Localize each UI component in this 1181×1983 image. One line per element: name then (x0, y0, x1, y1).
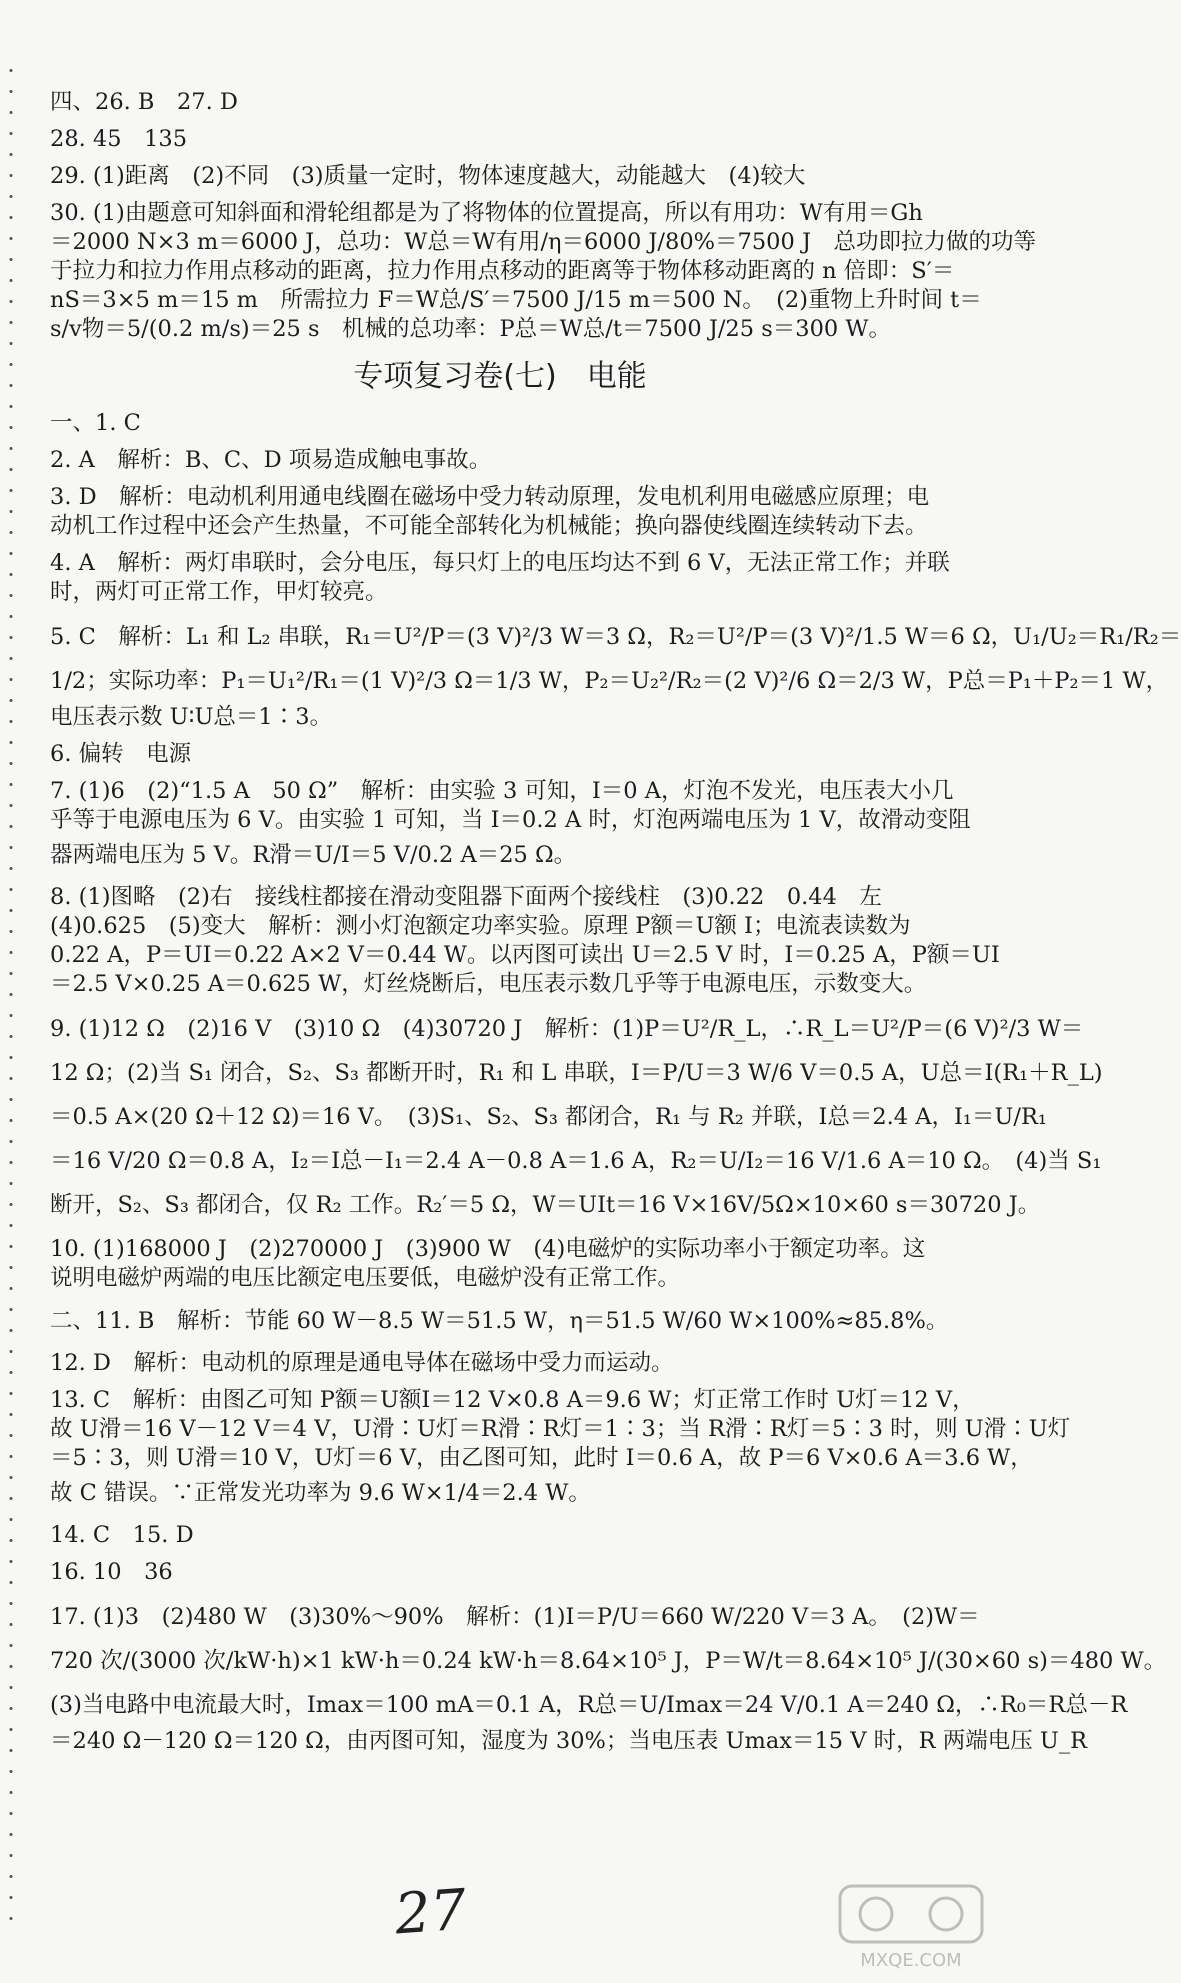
answer-7 (50, 777, 971, 875)
answer-13 (50, 1386, 1071, 1513)
text-line: 12. D 解析：电动机的原理是通电导体在磁场中受力而运动。 (50, 1350, 674, 1376)
text-line: 30. (1)由题意可知斜面和滑轮组都是为了将物体的位置提高，所以有用功：W有用＝Gh (50, 200, 923, 226)
answer-11 (50, 1301, 950, 1341)
text-line: s/v物＝5/(0.2 m/s)＝25 s 机械的总功率：P总＝W总/t＝7500 J/25 s＝300 W。 (50, 316, 891, 342)
text-line: ＝2000 N×3 m＝6000 J，总功：W总＝W有用/η＝6000 J/80%＝7500 J 总功即拉力做的功等 (50, 229, 1036, 255)
text-line: 说明电磁炉两端的电压比额定电压要低，电磁炉没有正常工作。 (50, 1265, 681, 1291)
text-line: (4)0.625 (5)变大 解析：测小灯泡额定功率实验。原理 P额＝U额 I；电流表读数为 (50, 913, 911, 939)
text-line: (3)当电路中电流最大时，Imax＝100 mA＝0.1 A，R总＝U/Imax＝24 V/0.1 A＝240 Ω，∴R₀＝R总－R (50, 1692, 1128, 1718)
answer-10 (50, 1235, 950, 1293)
text-line: 故 C 错误。∵正常发光功率为 9.6 W×1/4＝2.4 W。 (50, 1480, 591, 1506)
text-line: 5. C 解析：L₁ 和 L₂ 串联，R₁＝U²/P＝(3 V)²/3 W＝3 Ω，R₂＝U²/P＝(3 V)²/1.5 W＝6 Ω，U₁/U₂＝R₁/R₂＝ (50, 624, 1181, 650)
answer-8 (50, 883, 1000, 999)
text-line: 9. (1)12 Ω (2)16 V (3)10 Ω (4)30720 J 解析：(1)P＝U²/R_L，∴R_L＝U²/P＝(6 V)²/3 W＝ (50, 1016, 1084, 1042)
text-line: 故 U滑＝16 V－12 V＝4 V，U滑∶U灯＝R滑∶R灯＝1∶3；当 R滑∶R灯＝5∶3 时，则 U滑∶U灯 (50, 1416, 1071, 1442)
text-line: 6. 偏转 电源 (50, 741, 192, 767)
answer-5 (50, 615, 1181, 732)
answer-3 (50, 483, 950, 541)
handwritten-page-number: 27 (392, 1877, 469, 1948)
answer-6 (50, 740, 950, 769)
text-line: ＝240 Ω－120 Ω＝120 Ω，由丙图可知，湿度为 30%；当电压表 Umax＝15 V 时，R 两端电压 U_R (50, 1728, 1088, 1754)
text-line: ＝2.5 V×0.25 A＝0.625 W，灯丝烧断后，电压表示数几乎等于电源电压，示数变大。 (50, 971, 927, 997)
text-line: 0.22 A，P＝UI＝0.22 A×2 V＝0.44 W。以丙图可读出 U＝2.5 V 时，I＝0.25 A，P额＝UI (50, 942, 1000, 968)
text-line: 电压表示数 U∶U总＝1∶3。 (50, 704, 333, 730)
text-line: 14. C 15. D (50, 1522, 194, 1548)
text-line: 时，两灯可正常工作，甲灯较亮。 (50, 579, 388, 605)
text-line: 12 Ω；(2)当 S₁ 闭合，S₂、S₃ 都断开时，R₁ 和 L 串联，I＝P/U＝3 W/6 V＝0.5 A，U总＝I(R₁＋R_L) (50, 1060, 1103, 1086)
text-line: 2. A 解析：B、C、D 项易造成触电事故。 (50, 447, 492, 473)
text-line: 四、26. B 27. D (50, 89, 238, 115)
text-line: 3. D 解析：电动机利用通电线圈在磁场中受力转动原理，发电机利用电磁感应原理；电 (50, 484, 930, 510)
text-line: ＝0.5 A×(20 Ω＋12 Ω)＝16 V。 (3)S₁、S₂、S₃ 都闭合，R₁ 与 R₂ 并联，I总＝2.4 A，I₁＝U/R₁ (50, 1104, 1047, 1130)
text-line: 器两端电压为 5 V。R滑＝U/I＝5 V/0.2 A＝25 Ω。 (50, 842, 577, 868)
answer-30 (50, 199, 1036, 344)
binding-margin-dots (6, 60, 16, 1930)
text-line: 1/2；实际功率：P₁＝U₁²/R₁＝(1 V)²/3 Ω＝1/3 W，P₂＝U₂²/R₂＝(2 V)²/6 Ω＝2/3 W，P总＝P₁＋P₂＝1 W， (50, 668, 1169, 694)
text-line: 8. (1)图略 (2)右 接线柱都接在滑动变阻器下面两个接线柱 (3)0.22 0.44 左 (50, 884, 882, 910)
text-line: 乎等于电源电压为 6 V。由实验 1 可知，当 I＝0.2 A 时，灯泡两端电压为 1 V，故滑动变阻 (50, 807, 971, 833)
answer-1 (50, 409, 950, 438)
text-line: 29. (1)距离 (2)不同 (3)质量一定时，物体速度越大，动能越大 (4)较大 (50, 163, 806, 189)
answer-2 (50, 446, 950, 475)
answer-16 (50, 1558, 950, 1587)
text-line: ＝16 V/20 Ω＝0.8 A，I₂＝I总－I₁＝2.4 A－0.8 A＝1.6 A，R₂＝U/I₂＝16 V/1.6 A＝10 Ω。 (4)当 S₁ (50, 1148, 1102, 1174)
text-line: 720 次/(3000 次/kW·h)×1 kW·h＝0.24 kW·h＝8.64×10⁵ J，P＝W/t＝8.64×10⁵ J/(30×60 s)＝480 W。 (50, 1648, 1167, 1674)
text-line: 16. 10 36 (50, 1559, 173, 1585)
answer-4 (50, 549, 950, 607)
answer-9 (50, 1007, 1103, 1227)
text-line: 动机工作过程中还会产生热量，不可能全部转化为机械能；换向器使线圈连续转动下去。 (50, 513, 928, 539)
text-line: 4. A 解析：两灯串联时，会分电压，每只灯上的电压均达不到 6 V，无法正常工作；并联 (50, 550, 950, 576)
watermark-text: MXQE.COM (860, 1950, 962, 1971)
text-line: ＝5∶3，则 U滑＝10 V，U灯＝6 V，由乙图可知，此时 I＝0.6 A，故 P＝6 V×0.6 A＝3.6 W， (50, 1445, 1033, 1471)
text-line: 于拉力和拉力作用点移动的距离，拉力作用点移动的距离等于物体移动距离的 n 倍即：S′＝ (50, 258, 955, 284)
answer-content (50, 88, 1181, 1764)
answer-29 (50, 162, 950, 191)
text-line: 10. (1)168000 J (2)270000 J (3)900 W (4)电磁炉的实际功率小于额定功率。这 (50, 1236, 926, 1262)
text-line: 7. (1)6 (2)“1.5 A 50 Ω” 解析：由实验 3 可知，I＝0 A，灯泡不发光，电压表大小几 (50, 778, 954, 804)
section-heading: 专项复习卷(七) 电能 (353, 359, 647, 394)
answer-17 (50, 1595, 1167, 1756)
text-line: 二、11. B 解析：节能 60 W－8.5 W＝51.5 W，η＝51.5 W/60 W×100%≈85.8%。 (50, 1308, 949, 1334)
text-line: nS＝3×5 m＝15 m 所需拉力 F＝W总/S′＝7500 J/15 m＝500 N。 (2)重物上升时间 t＝ (50, 287, 982, 313)
text-line: 17. (1)3 (2)480 W (3)30%～90% 解析：(1)I＝P/U＝660 W/220 V＝3 A。 (2)W＝ (50, 1604, 980, 1630)
answer-14-15 (50, 1521, 950, 1550)
answer-26-27 (50, 88, 950, 117)
answer-28 (50, 125, 950, 154)
text-line: 一、1. C (50, 410, 141, 436)
text-line: 断开，S₂、S₃ 都闭合，仅 R₂ 工作。R₂′＝5 Ω，W＝UIt＝16 V×16V/5Ω×10×60 s＝30720 J。 (50, 1192, 1041, 1218)
text-line: 28. 45 135 (50, 126, 188, 152)
answer-12 (50, 1349, 950, 1378)
text-line: 13. C 解析：由图乙可知 P额＝U额I＝12 V×0.8 A＝9.6 W；灯正常工作时 U灯＝12 V， (50, 1387, 975, 1413)
watermark-logo (836, 1880, 986, 1972)
